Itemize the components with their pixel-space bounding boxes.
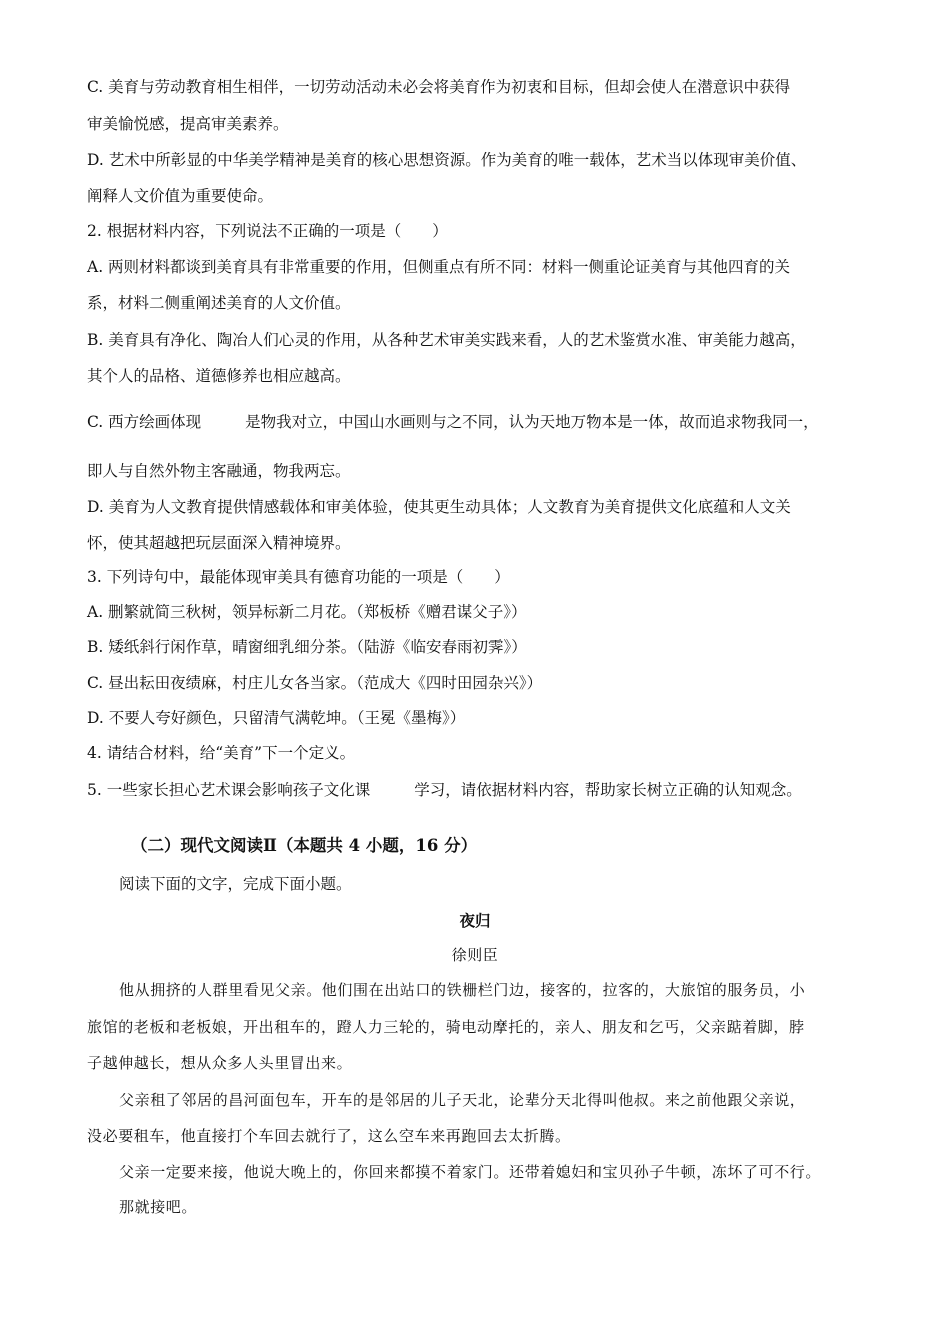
q2-option-d-line1: D. 美育为人文教育提供情感载体和审美体验，使其更生动具体；人文教育为美育提供文化底蕴和人文关 bbox=[87, 498, 791, 516]
q3-option-a: A. 删繁就简三秋树，领异标新二月花。（郑板桥《赠君谋父子》） bbox=[87, 603, 527, 621]
q3-option-b: B. 矮纸斜行闲作草，晴窗细乳细分茶。（陆游《临安春雨初霁》） bbox=[87, 638, 527, 656]
story-paragraph-1-line3: 子越伸越长，想从众多人头里冒出来。 bbox=[87, 1054, 353, 1072]
q1-option-d-line1: D. 艺术中所彰显的中华美学精神是美育的核心思想资源。作为美育的唯一载体，艺术当以体现审美价值、 bbox=[87, 151, 807, 169]
section-heading: （二）现代文阅读Ⅱ（本题共 4 小题，16 分） bbox=[131, 836, 478, 855]
q2-option-c-part2: 是物我对立，中国山水画则与之不同，认为天地万物本是一体，故而追求物我同一， bbox=[245, 413, 819, 431]
q2-option-c-part1: C. 西方绘画体现 bbox=[87, 413, 202, 431]
q2-option-b-line2: 其个人的品格、道德修养也相应越高。 bbox=[87, 367, 351, 385]
q3-option-d: D. 不要人夸好颜色，只留清气满乾坤。（王冕《墨梅》） bbox=[87, 709, 466, 727]
story-paragraph-1-line1: 他从拥挤的人群里看见父亲。他们围在出站口的铁栅栏门边，接客的，拉客的，大旅馆的服务员，小 bbox=[119, 981, 806, 999]
q2-stem: 2. 根据材料内容，下列说法不正确的一项是（ ） bbox=[87, 222, 448, 240]
q2-option-a-line2: 系，材料二侧重阐述美育的人文价值。 bbox=[87, 294, 351, 312]
story-author: 徐则臣 bbox=[451, 946, 499, 964]
q3-stem: 3. 下列诗句中，最能体现审美具有德育功能的一项是（ ） bbox=[87, 568, 510, 586]
q5-stem bbox=[87, 780, 802, 800]
q3-option-c: C. 昼出耘田夜绩麻，村庄儿女各当家。（范成大《四时田园杂兴》） bbox=[87, 674, 543, 692]
q1-option-d-line2: 阐释人文价值为重要使命。 bbox=[87, 187, 274, 205]
story-title: 夜归 bbox=[459, 911, 491, 930]
story-paragraph-3-line1: 父亲一定要来接，他说大晚上的，你回来都摸不着家门。还带着媳妇和宝贝孙子牛顿，冻坏了可不行。 bbox=[119, 1163, 822, 1181]
q2-option-c-line1 bbox=[87, 412, 819, 432]
q2-option-b-line1: B. 美育具有净化、陶冶人们心灵的作用，从各种艺术审美实践来看，人的艺术鉴赏水准、审美能力越高， bbox=[87, 331, 806, 349]
q1-option-c-line1: C. 美育与劳动教育相生相伴，一切劳动活动未必会将美育作为初衷和目标，但却会使人在潜意识中获得 bbox=[87, 78, 791, 96]
story-paragraph-1-line2: 旅馆的老板和老板娘，开出租车的，蹬人力三轮的，骑电动摩托的，亲人、朋友和乞丐，父亲踮着脚，脖 bbox=[87, 1018, 805, 1036]
q4-stem: 4. 请结合材料，给“美育”下一个定义。 bbox=[87, 744, 356, 762]
q5-part2: 学习，请依据材料内容，帮助家长树立正确的认知观念。 bbox=[414, 781, 802, 799]
q5-part1: 5. 一些家长担心艺术课会影响孩子文化课 bbox=[87, 781, 371, 799]
section-instruction: 阅读下面的文字，完成下面小题。 bbox=[119, 875, 352, 893]
q1-option-c-line2: 审美愉悦感，提高审美素养。 bbox=[87, 115, 289, 133]
q2-option-c-line2: 即人与自然外物主客融通，物我两忘。 bbox=[87, 462, 351, 480]
story-paragraph-4-line1: 那就接吧。 bbox=[119, 1198, 198, 1216]
q2-option-a-line1: A. 两则材料都谈到美育具有非常重要的作用，但侧重点有所不同：材料一侧重论证美育与其他四育的关 bbox=[87, 258, 791, 276]
story-paragraph-2-line1: 父亲租了邻居的昌河面包车，开车的是邻居的儿子天北，论辈分天北得叫他叔。来之前他跟父亲说， bbox=[119, 1091, 806, 1109]
q2-option-d-line2: 怀，使其超越把玩层面深入精神境界。 bbox=[87, 534, 351, 552]
story-paragraph-2-line2: 没必要租车，他直接打个车回去就行了，这么空车来再跑回去太折腾。 bbox=[87, 1127, 571, 1145]
